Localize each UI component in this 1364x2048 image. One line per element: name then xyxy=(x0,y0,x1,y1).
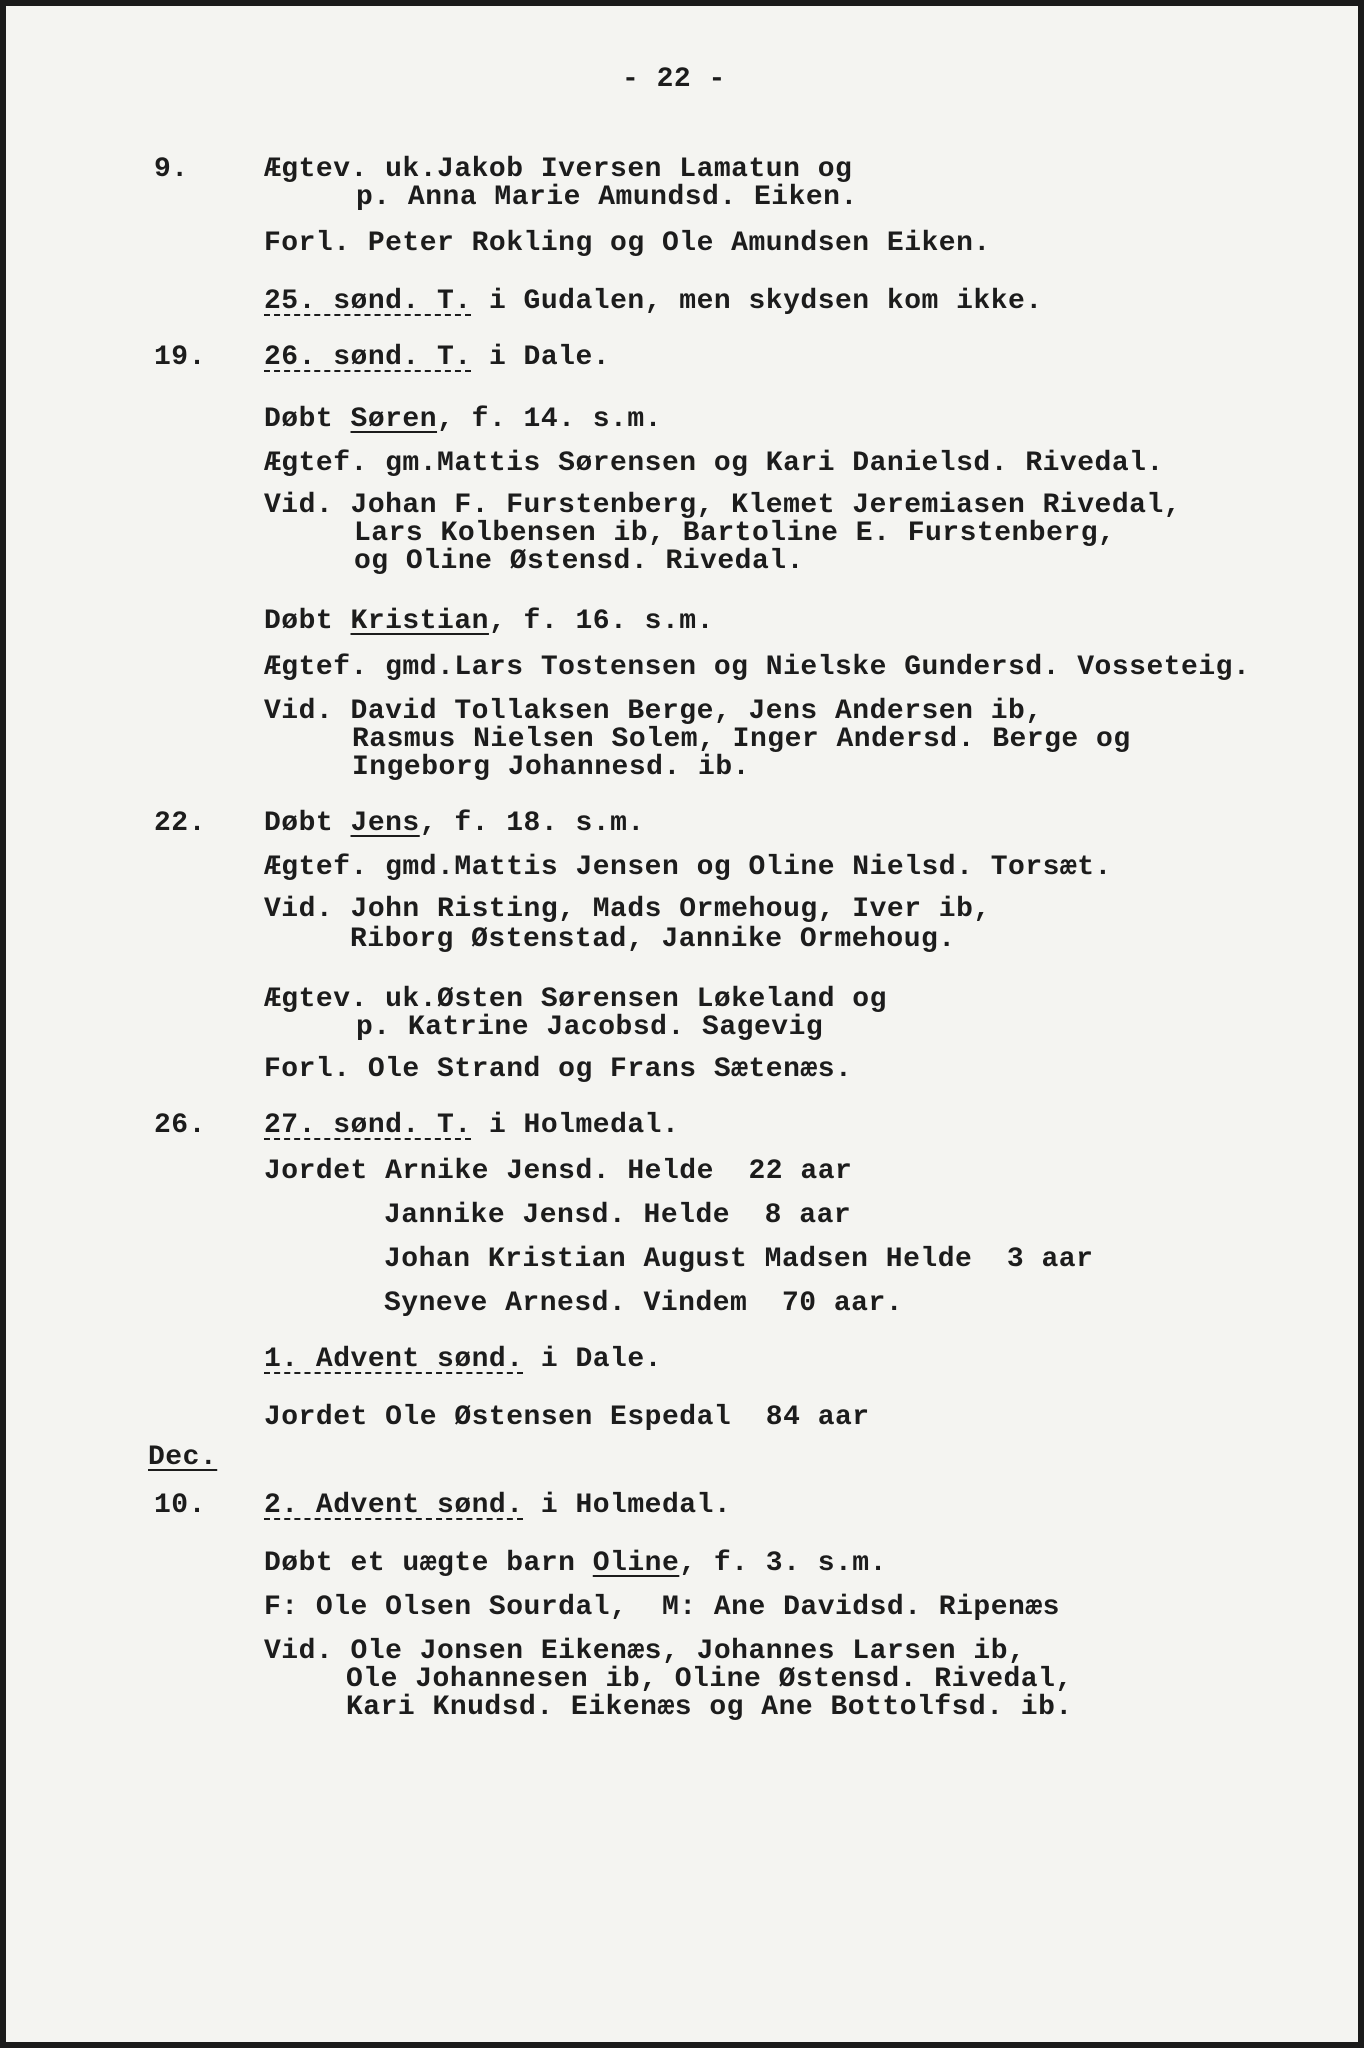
burial-line: Jannike Jensd. Helde 8 aar xyxy=(384,1200,852,1231)
sunday-heading xyxy=(264,1110,679,1142)
margin-date-10: 10. xyxy=(154,1490,206,1521)
heading-rest: i Holmedal. xyxy=(523,1490,732,1521)
heading-underlined: 25. sønd. T. xyxy=(264,286,472,317)
heading-underlined: 26. sønd. T. xyxy=(264,342,472,373)
sunday-heading xyxy=(264,286,1043,318)
burial-line: Syneve Arnesd. Vindem 70 aar. xyxy=(384,1288,904,1319)
margin-date-9: 9. xyxy=(154,154,189,185)
baptism-line xyxy=(264,404,662,436)
baptism-suffix: , f. 3. s.m. xyxy=(679,1548,887,1579)
entry-line: F: Ole Olsen Sourdal, M: Ane Davidsd. Ripenæs xyxy=(264,1592,1060,1623)
entry-line: Ægtef. gmd.Lars Tostensen og Nielske Gundersd. Vosseteig. xyxy=(264,652,1251,683)
document-page xyxy=(6,6,1358,2042)
page-number: - 22 - xyxy=(622,64,726,95)
baptism-prefix: Døbt xyxy=(264,606,351,637)
entry-line: Vid. Johan F. Furstenberg, Klemet Jeremiasen Rivedal, xyxy=(264,490,1182,521)
sunday-heading xyxy=(264,1490,731,1522)
entry-line: Riborg Østenstad, Jannike Ormehoug. xyxy=(350,924,956,955)
margin-date-22: 22. xyxy=(154,808,206,839)
entry-line: Forl. Ole Strand og Frans Sætenæs. xyxy=(264,1054,853,1085)
entry-line: og Oline Østensd. Rivedal. xyxy=(354,546,804,577)
heading-underlined: 2. Advent sønd. xyxy=(264,1490,524,1521)
sunday-heading xyxy=(264,342,610,374)
baptism-line xyxy=(264,606,714,638)
baptism-suffix: , f. 16. s.m. xyxy=(488,606,714,637)
entry-line: Ægtef. gmd.Mattis Jensen og Oline Nielsd. Torsæt. xyxy=(264,852,1112,883)
margin-date-26: 26. xyxy=(154,1110,206,1141)
sunday-heading xyxy=(264,1344,662,1376)
baptism-suffix: , f. 18. s.m. xyxy=(419,808,645,839)
burial-line: Jordet Ole Østensen Espedal 84 aar xyxy=(264,1402,870,1433)
heading-underlined: 1. Advent sønd. xyxy=(264,1344,524,1375)
margin-date-19: 19. xyxy=(154,342,206,373)
burial-line: Johan Kristian August Madsen Helde 3 aar xyxy=(384,1244,1094,1275)
child-name: Søren xyxy=(350,404,438,435)
heading-rest: i Dale. xyxy=(471,342,611,373)
heading-rest: i Holmedal. xyxy=(471,1110,680,1141)
entry-line: Kari Knudsd. Eikenæs og Ane Bottolfsd. ib. xyxy=(346,1692,1073,1723)
entry-line: Ægtev. uk.Østen Sørensen Løkeland og xyxy=(264,984,887,1015)
baptism-prefix: Døbt et uægte barn xyxy=(264,1548,593,1579)
entry-line: Forl. Peter Rokling og Ole Amundsen Eiken. xyxy=(264,228,991,259)
heading-underlined: 27. sønd. T. xyxy=(264,1110,472,1141)
entry-line: Vid. David Tollaksen Berge, Jens Andersen ib, xyxy=(264,696,1043,727)
entry-line: Ole Johannesen ib, Oline Østensd. Rivedal, xyxy=(346,1664,1073,1695)
baptism-prefix: Døbt xyxy=(264,808,351,839)
entry-line: Ingeborg Johannesd. ib. xyxy=(352,752,750,783)
baptism-prefix: Døbt xyxy=(264,404,351,435)
baptism-line xyxy=(264,808,645,840)
baptism-line xyxy=(264,1548,887,1580)
burial-line: Jordet Arnike Jensd. Helde 22 aar xyxy=(264,1156,853,1187)
entry-line: p. Anna Marie Amundsd. Eiken. xyxy=(356,182,858,213)
entry-line: p. Katrine Jacobsd. Sagevig xyxy=(356,1012,824,1043)
entry-line: Rasmus Nielsen Solem, Inger Andersd. Berge og xyxy=(352,724,1131,755)
entry-line: Vid. Ole Jonsen Eikenæs, Johannes Larsen ib, xyxy=(264,1636,1026,1667)
heading-rest: i Gudalen, men skydsen kom ikke. xyxy=(471,286,1043,317)
entry-line: Lars Kolbensen ib, Bartoline E. Furstenberg, xyxy=(354,518,1116,549)
child-name: Jens xyxy=(350,808,420,839)
entry-line: Ægtev. uk.Jakob Iversen Lamatun og xyxy=(264,154,853,185)
child-name: Kristian xyxy=(350,606,489,637)
margin-month-dec: Dec. xyxy=(148,1442,218,1473)
entry-line: Ægtef. gm.Mattis Sørensen og Kari Danielsd. Rivedal. xyxy=(264,448,1164,479)
heading-rest: i Dale. xyxy=(523,1344,662,1375)
baptism-suffix: , f. 14. s.m. xyxy=(437,404,662,435)
entry-line: Vid. John Risting, Mads Ormehoug, Iver ib, xyxy=(264,894,991,925)
child-name: Oline xyxy=(592,1548,680,1579)
